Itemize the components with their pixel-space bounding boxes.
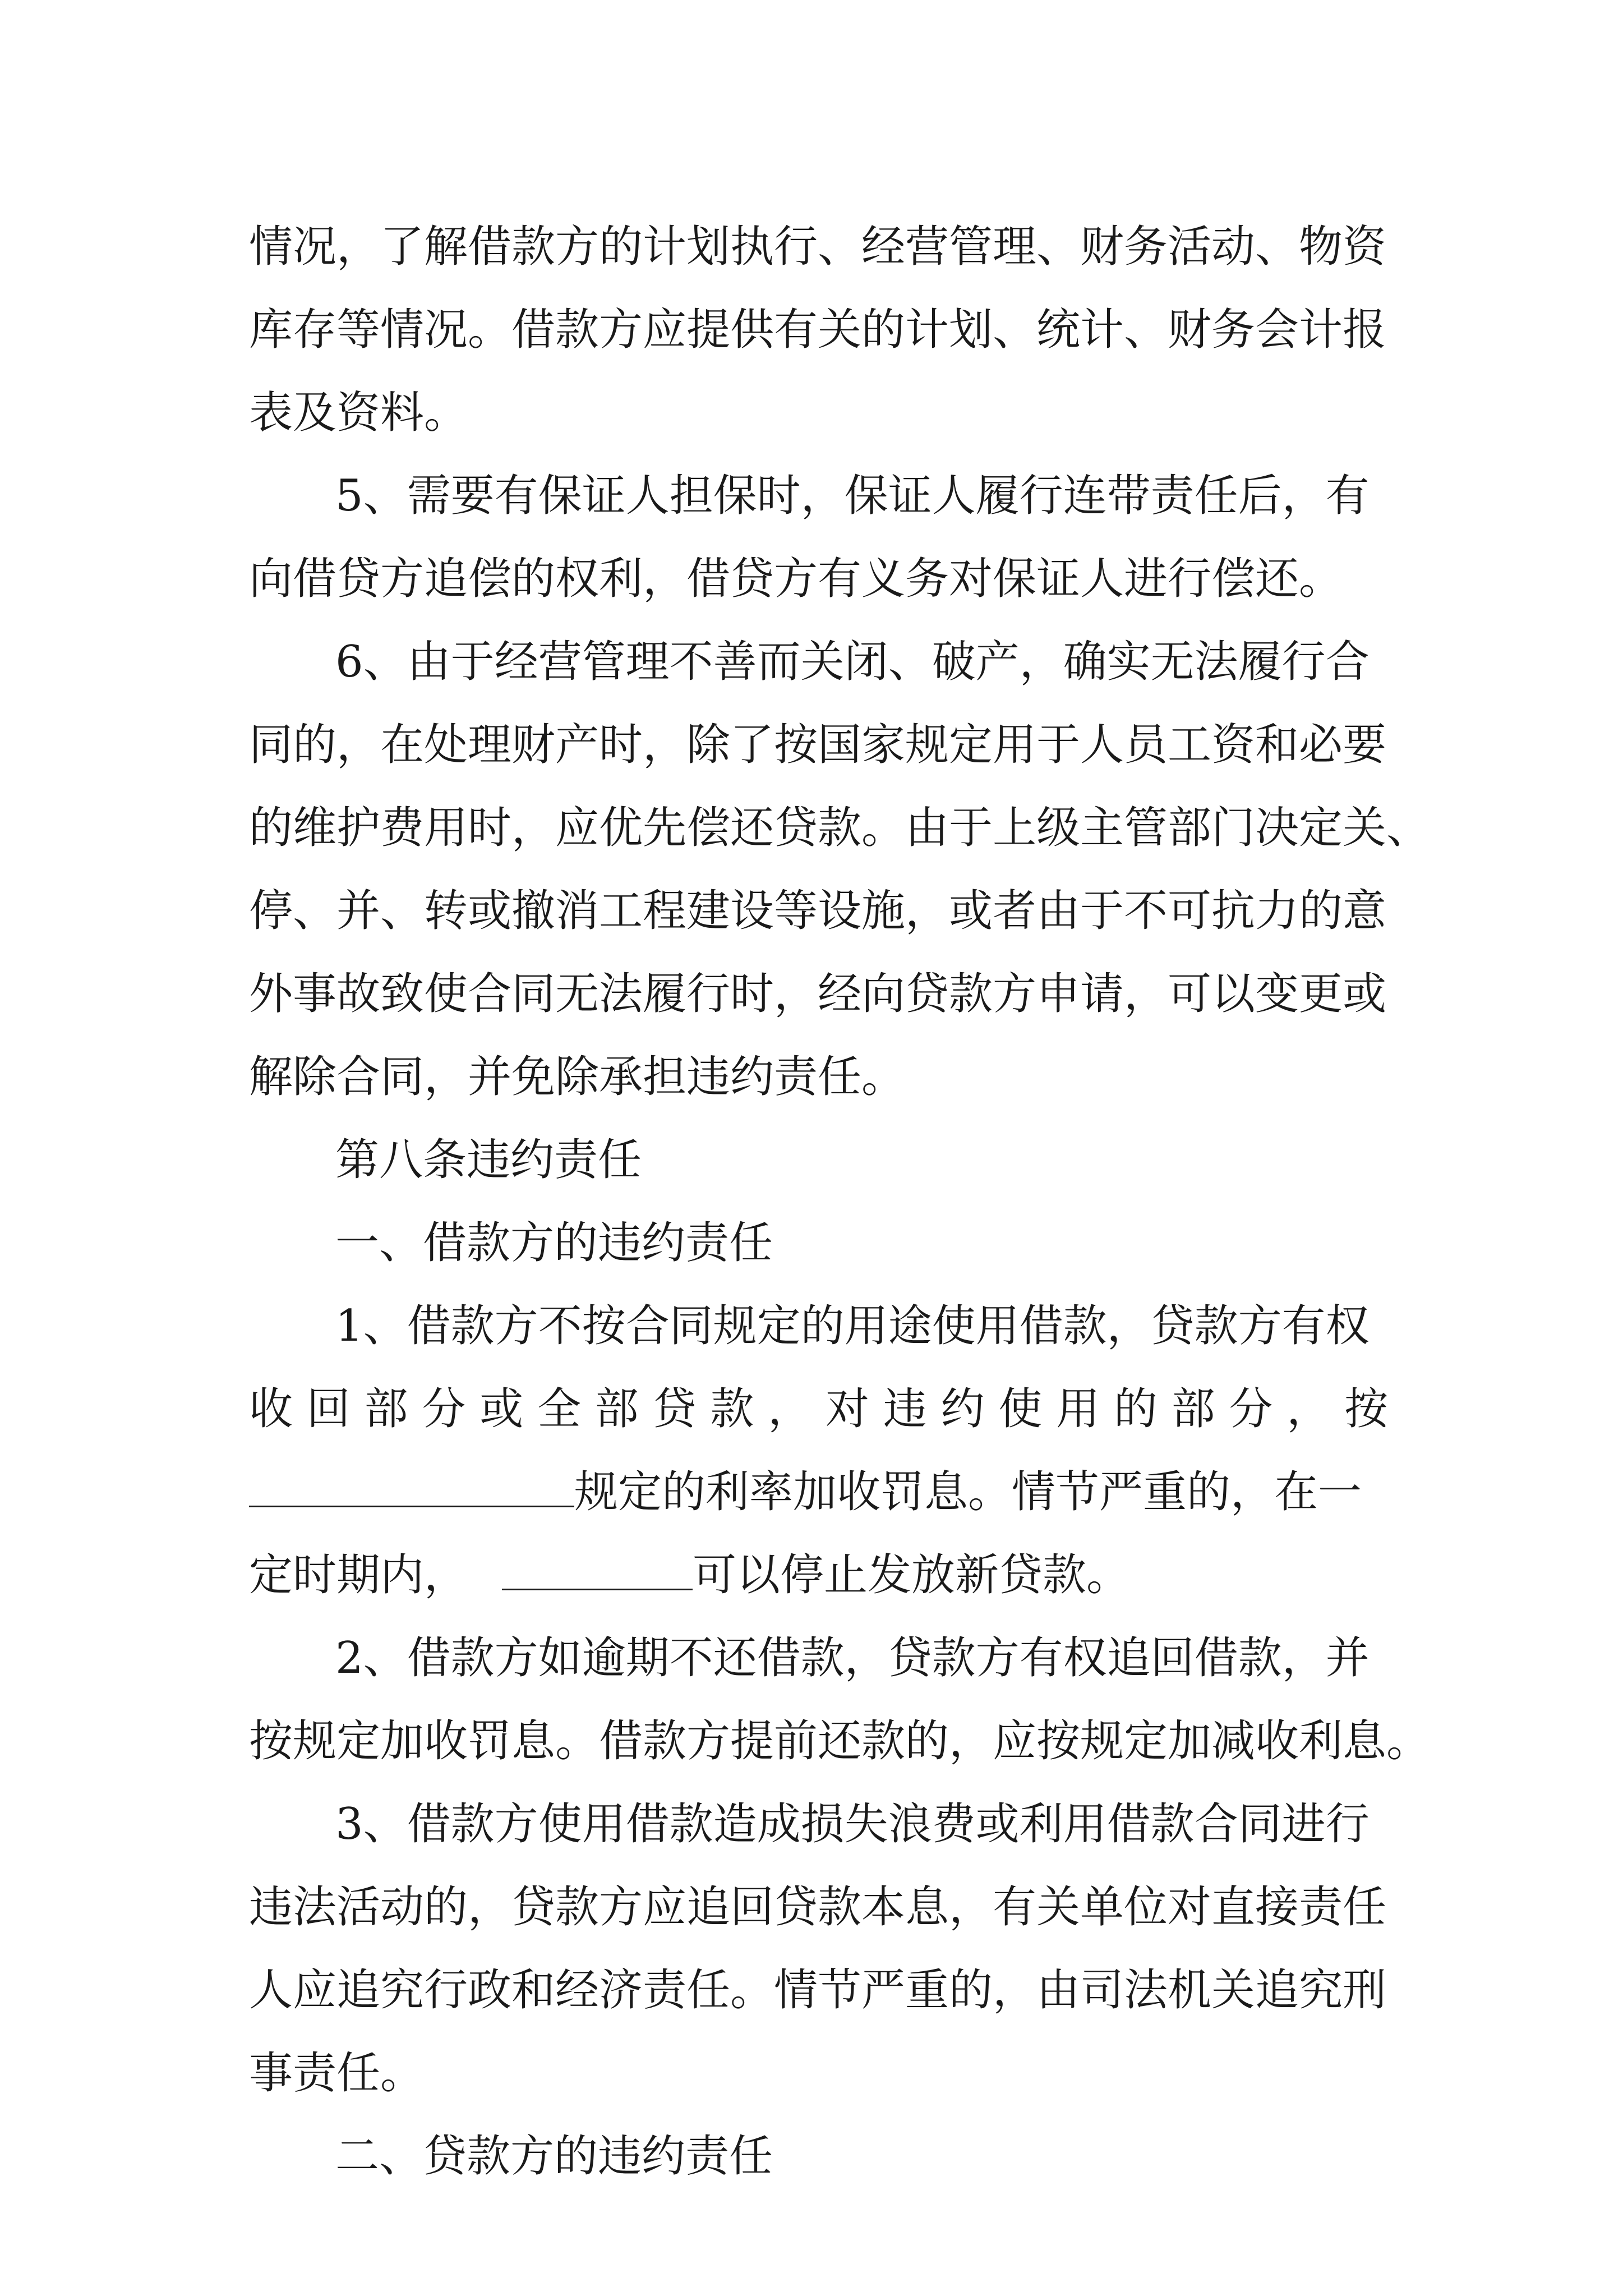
paragraph-line <box>0 1034 1623 1120</box>
line-text: 人应追究行政和经济责任。情节严重的，由司法机关追究刑 <box>249 1965 1387 2016</box>
paragraph-line <box>0 1283 1623 1369</box>
paragraph-line <box>0 619 1623 705</box>
fill-blank <box>502 1533 693 1618</box>
paragraph-line <box>0 287 1623 372</box>
line-text: 规定的利率加收罚息。情节严重的，在一 <box>574 1467 1362 1517</box>
paragraph-line <box>0 1865 1623 1950</box>
paragraph-line <box>0 370 1623 455</box>
paragraph-line <box>0 1366 1623 1452</box>
paragraph-line <box>0 1699 1623 1784</box>
line-text: 同的，在处理财产时，除了按国家规定用于人员工资和必要 <box>249 720 1387 770</box>
line-text: 向借贷方追偿的权利，借贷方有义务对保证人进行偿还。 <box>249 554 1343 604</box>
paragraph-line <box>0 453 1623 539</box>
paragraph-line <box>0 702 1623 788</box>
paragraph-line <box>0 951 1623 1037</box>
line-text: 5、需要有保证人担保时，保证人履行连带责任后，有 <box>335 471 1370 521</box>
line-text: 收 回 部 分 或 全 部 贷 款 ， 对 违 约 使 用 的 部 分 ， 按 <box>249 1384 1389 1434</box>
paragraph-line <box>0 536 1623 622</box>
line-text: 一、借款方的违约责任 <box>335 1218 773 1268</box>
fill-blank <box>249 1450 574 1535</box>
paragraph-line <box>0 1948 1623 2033</box>
line-text: 1、借款方不按合同规定的用途使用借款，贷款方有权 <box>335 1301 1370 1351</box>
paragraph-line <box>0 1533 1623 1618</box>
line-text: 定时期内， <box>249 1550 468 1600</box>
line-text: 事责任。 <box>249 2048 425 2099</box>
line-text: 按规定加收罚息。借款方提前还款的，应按规定加减收利息。 <box>249 1716 1431 1766</box>
line-text: 表及资料。 <box>249 388 468 438</box>
subsection-heading <box>0 1200 1623 1286</box>
line-text: 解除合同，并免除承担违约责任。 <box>249 1052 906 1102</box>
subsection-heading <box>0 2114 1623 2199</box>
line-text: 第八条违约责任 <box>335 1135 642 1185</box>
paragraph-line <box>0 1450 1623 1535</box>
line-text: 库存等情况。借款方应提供有关的计划、统计、财务会计报 <box>249 305 1387 355</box>
line-text: 情况，了解借款方的计划执行、经营管理、财务活动、物资 <box>249 222 1387 272</box>
line-text: 2、借款方如逾期不还借款，贷款方有权追回借款，并 <box>335 1633 1370 1683</box>
line-text: 违法活动的，贷款方应追回贷款本息，有关单位对直接责任 <box>249 1882 1387 1932</box>
line-text: 外事故致使合同无法履行时，经向贷款方申请，可以变更或 <box>249 969 1387 1019</box>
line-text: 可以停止发放新贷款。 <box>693 1550 1131 1600</box>
paragraph-line <box>0 204 1623 289</box>
section-heading <box>0 1117 1623 1203</box>
line-text: 6、由于经营管理不善而关闭、破产，确实无法履行合 <box>335 637 1370 687</box>
paragraph-line <box>0 868 1623 954</box>
paragraph-line <box>0 1616 1623 1701</box>
paragraph-line <box>0 2031 1623 2116</box>
line-text: 的维护费用时，应优先偿还贷款。由于上级主管部门决定关、 <box>249 803 1431 853</box>
paragraph-line <box>0 1782 1623 1867</box>
line-text: 二、贷款方的违约责任 <box>335 2131 773 2182</box>
paragraph-line <box>0 785 1623 871</box>
line-text: 3、借款方使用借款造成损失浪费或利用借款合同进行 <box>335 1799 1370 1849</box>
line-text: 停、并、转或撤消工程建设等设施，或者由于不可抗力的意 <box>249 886 1387 936</box>
